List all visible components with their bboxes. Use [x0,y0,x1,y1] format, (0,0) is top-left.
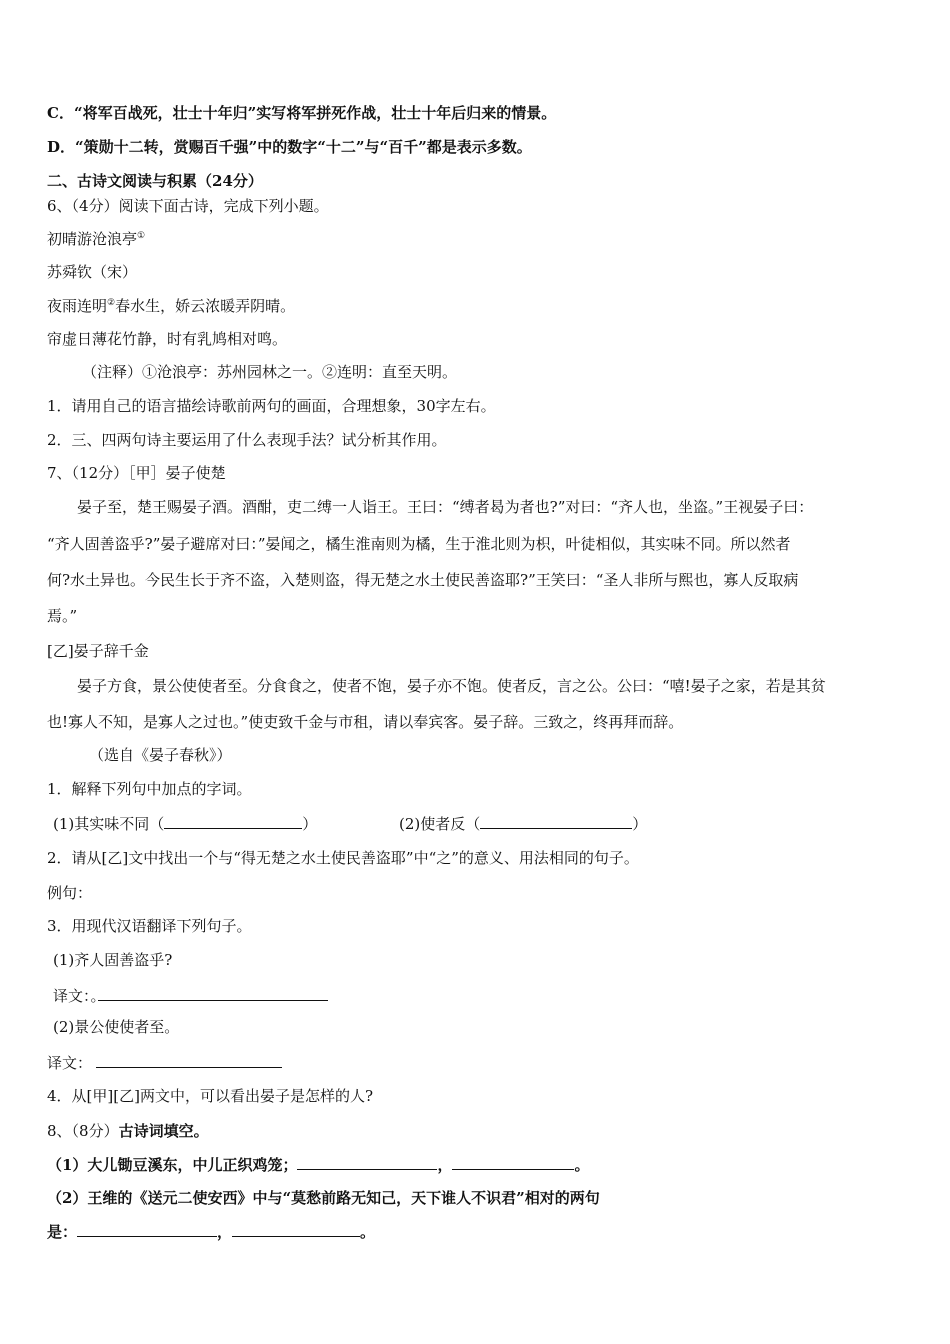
answer-blank[interactable] [452,1154,574,1170]
poem-title [47,229,145,249]
poem-title-text: 初晴游沧浪亭 [47,230,138,248]
poem-notes: （注释）①沧浪亭：苏州园林之一。②连明：直至天明。 [82,363,458,381]
paren-close: ） [632,815,648,833]
q5-option-c: C．“将军百战死，壮士十年归”实写将军拼死作战，壮士十年后归来的情景。 [47,104,557,122]
q7-sub2: 2．请从[乙]文中找出一个与“得无楚之水土使民善盗耶”中“之”的意义、用法相同的句子。 [47,849,639,867]
q6-sub2: 2．三、四两句诗主要运用了什么表现手法？试分析其作用。 [47,431,447,449]
q8-title: 古诗词填空。 [118,1122,209,1140]
jia-para-2: “齐人固善盗乎?”晏子避席对曰：”晏闻之，橘生淮南则为橘，生于淮北则为枳，叶徒相似，其实味不同。所以然者 [47,535,791,553]
q8-number: 8、（8分） [47,1122,119,1140]
answer-blank[interactable] [297,1154,437,1170]
note-mark-2: ② [107,298,116,308]
q7-sub3-2: (2)景公使使者至。 [53,1018,180,1036]
jia-para-1: 晏子至，楚王赐晏子酒。酒酣，吏二缚一人诣王。王曰：“缚者曷为者也?”对曰：“齐人也，坐盗。”王视晏子曰： [77,498,814,516]
q5-option-d: D．“策勋十二转，赏赐百千强”中的数字“十二”与“百千”都是表示多数。 [47,138,532,156]
q7-sub3-1: (1)齐人固善盗乎? [53,951,173,969]
jia-para-4: 焉。” [47,607,78,625]
answer-blank[interactable] [480,813,632,829]
q7-stem: 7、（12分）［甲］晏子使楚 [47,464,226,482]
translation-label: 译文： [47,1054,93,1072]
poem-line-1a: 夜雨连明 [47,297,108,315]
comma: ， [437,1156,453,1174]
note-mark-1: ① [137,231,146,241]
example-label: 例句： [47,884,93,902]
translation-2 [47,1052,282,1072]
q8-item-2: （2）王维的《送元二使安西》中与“莫愁前路无知己，天下谁人不识君”相对的两句 [47,1189,600,1207]
sub1-a-text: (1)其实味不同（ [53,815,165,833]
q7-sub1-b [399,813,647,833]
source-line: （选自《晏子春秋》） [89,746,232,764]
q7-sub1: 1．解释下列句中加点的字词。 [47,780,252,798]
poem-line-1 [47,296,295,316]
answer-blank[interactable] [164,813,302,829]
poem-author: 苏舜钦（宋） [47,263,138,281]
answer-blank[interactable] [77,1221,217,1237]
q7-sub3: 3．用现代汉语翻译下列句子。 [47,917,252,935]
jia-para-3: 何?水土异也。今民生长于齐不盗，入楚则盗，得无楚之水土使民善盗耶?”王笑曰：“圣人非所与熙也，寡人反取病 [47,571,799,589]
item1-text: （1）大儿锄豆溪东，中儿正织鸡笼； [47,1156,298,1174]
q6-stem: 6、（4分）阅读下面古诗，完成下列小题。 [47,197,329,215]
period: 。 [360,1223,376,1241]
q6-sub1: 1．请用自己的语言描绘诗歌前两句的画面，合理想象，30字左右。 [47,397,496,415]
comma: ， [217,1223,233,1241]
q8-stem [47,1121,209,1141]
q8-item-1 [47,1154,589,1174]
answer-blank[interactable] [232,1221,360,1237]
translation-1 [53,985,328,1005]
poem-line-2: 帘虚日薄花竹静，时有乳鸠相对鸣。 [47,330,288,348]
translation-label: 译文：。 [53,987,106,1005]
sub1-b-text: (2)使者反（ [399,815,481,833]
q7-sub1-a [53,813,317,833]
answer-blank[interactable] [96,1052,282,1068]
answer-blank[interactable] [98,985,328,1001]
q7-sub4: 4．从[甲][乙]两文中，可以看出晏子是怎样的人? [47,1087,373,1105]
section-heading: 二、古诗文阅读与积累（24分） [47,172,263,190]
yi-para-2: 也!寡人不知，是寡人之过也。”使吏致千金与市租，请以奉宾客。晏子辞。三致之，终再拜而辞。 [47,713,684,731]
q8-item-2-cont [47,1221,375,1241]
poem-line-1b: 春水生，娇云浓暖弄阴晴。 [115,297,296,315]
item2-cont-text: 是： [47,1223,78,1241]
period: 。 [574,1156,590,1174]
yi-para-1: 晏子方食，景公使使者至。分食食之，使者不饱，晏子亦不饱。使者反，言之公。公曰：“嘻!晏子之家，若是其贫 [77,677,826,695]
yi-title: [乙]晏子辞千金 [47,642,149,660]
paren-close: ） [302,815,318,833]
